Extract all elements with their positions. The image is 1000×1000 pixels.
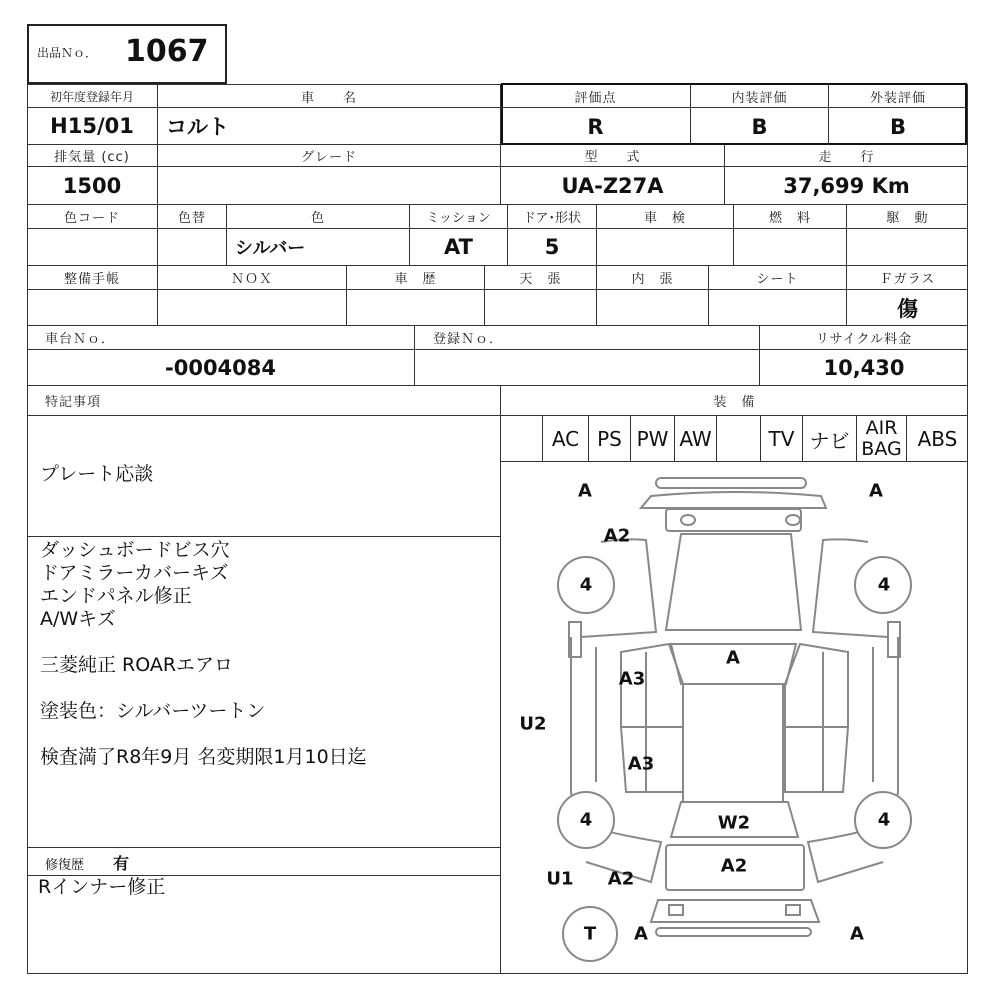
- color-change-header: 色替: [158, 205, 227, 229]
- color-code-value: [27, 229, 158, 266]
- equipment-navi: ナビ: [803, 416, 857, 462]
- recycle-header: リサイクル料金: [760, 326, 968, 350]
- damage-trunk: A2: [720, 855, 748, 877]
- interior-score-value: B: [691, 108, 829, 145]
- manual-value: [27, 290, 158, 326]
- remark-shaken: 検査満了R8年9月 名変期限1月10日迄: [40, 746, 367, 768]
- registration-header: 登録Ｎｏ．: [415, 326, 760, 350]
- interior-trim-header: 内 張: [597, 266, 709, 290]
- damage-tire-fr: 4: [877, 574, 891, 596]
- recycle-value: 10,430: [760, 350, 968, 386]
- interior-trim-value: [597, 290, 709, 326]
- hood: [666, 534, 801, 630]
- color-code-header: 色コード: [27, 205, 158, 229]
- damage-hood-front: A2: [603, 525, 631, 547]
- exterior-score-value: B: [889, 114, 906, 139]
- roof-value: [485, 290, 597, 326]
- remark-line-3: エンドパネル修正: [40, 585, 192, 607]
- remarks-divider: [27, 536, 501, 537]
- chassis-value: -0004084: [27, 350, 415, 386]
- damage-left-rear: U1: [546, 868, 574, 890]
- remark-plate: プレート応談: [40, 463, 154, 485]
- door-value: 5: [508, 229, 597, 266]
- color-change-value: [158, 229, 227, 266]
- lot-label: 出品Ｎｏ．: [37, 46, 98, 60]
- equipment-header: 装 備: [501, 386, 968, 416]
- equipment-abs: ABS: [917, 427, 958, 451]
- model-value: UA-Z27A: [501, 167, 725, 205]
- repair-label: 修復歴: [45, 858, 85, 873]
- mission-value: AT: [410, 229, 508, 266]
- repair-detail: Rインナー修正: [38, 876, 166, 898]
- damage-tire-rl: 4: [579, 809, 593, 831]
- mileage-header: 走 行: [725, 145, 968, 167]
- equipment-blank: [501, 416, 543, 462]
- damage-front-left-corner: A: [578, 480, 592, 502]
- grade-header: グレード: [158, 145, 501, 167]
- equipment-pw: PW: [631, 416, 675, 462]
- roof-header: 天 張: [485, 266, 597, 290]
- registration-value: [415, 350, 760, 386]
- damage-rear-left-corner: A: [634, 923, 648, 945]
- rear-bumper-outline: [656, 928, 811, 936]
- damage-roof-front: A: [726, 647, 740, 669]
- model-header: 型 式: [501, 145, 725, 167]
- car-diagram: [501, 462, 968, 974]
- inspection-value: [597, 229, 734, 266]
- front-grille: [666, 509, 801, 531]
- mission-header: ミッション: [410, 205, 508, 229]
- repair-header-row: [27, 848, 501, 876]
- door-header: ドア･形状: [508, 205, 597, 229]
- rear-lamp-left: [669, 905, 683, 915]
- fuel-value: [734, 229, 847, 266]
- front-emblem-2: [786, 515, 800, 525]
- grade-value: [158, 167, 501, 205]
- rear-lamp-right: [786, 905, 800, 915]
- front-bumper-outline: [656, 478, 806, 488]
- seat-value: [709, 290, 847, 326]
- equipment-blank-2: [717, 416, 761, 462]
- damage-front-right-corner: A: [869, 480, 883, 502]
- remark-paint: 塗装色：シルバーツートン: [40, 700, 266, 722]
- color-header: 色: [227, 205, 410, 229]
- front-bumper: [641, 492, 826, 508]
- damage-left-front-door: A3: [618, 668, 646, 690]
- damage-left-rear-door: A3: [627, 753, 655, 775]
- equipment-airbag-line1: AIR: [865, 417, 898, 439]
- equipment-tv: TV: [761, 416, 803, 462]
- front-emblem: [681, 515, 695, 525]
- damage-rear-glass: W2: [717, 812, 751, 834]
- score-value: R: [501, 108, 691, 145]
- damage-rear-quarter: A2: [607, 868, 635, 890]
- damage-tire-spare: T: [583, 923, 597, 945]
- remark-line-1: ダッシュボードビス穴: [40, 539, 230, 561]
- lot-number: 1067: [125, 34, 209, 69]
- damage-left-side: U2: [519, 713, 547, 735]
- score-header: 評価点: [501, 85, 691, 108]
- roof: [683, 684, 783, 802]
- history-value: [347, 290, 485, 326]
- car-name-header: 車 名: [158, 85, 501, 108]
- history-header: 車 歴: [347, 266, 485, 290]
- inspection-header: 車 検: [597, 205, 734, 229]
- remark-aero: 三菱純正 ROARエアロ: [40, 654, 234, 676]
- remark-line-2: ドアミラーカバーキズ: [40, 562, 229, 584]
- equipment-airbag-line2: BAG: [861, 438, 902, 460]
- chassis-header: 車台Ｎｏ．: [27, 326, 415, 350]
- displacement-value: 1500: [27, 167, 158, 205]
- seat-header: シート: [709, 266, 847, 290]
- reg-date-value: H15/01: [27, 108, 158, 145]
- remarks-header: 特記事項: [27, 386, 501, 416]
- damage-tire-fl: 4: [579, 574, 593, 596]
- drive-value: [847, 229, 968, 266]
- displacement-header: 排気量 (cc): [27, 145, 158, 167]
- manual-header: 整備手帳: [27, 266, 158, 290]
- equipment-airbag: [857, 416, 907, 462]
- equipment-ac: AC: [543, 416, 589, 462]
- damage-tire-rr: 4: [877, 809, 891, 831]
- right-rear-door: [785, 727, 848, 792]
- lot-box: [27, 24, 227, 84]
- reg-date-header: 初年度登録年月: [27, 85, 158, 108]
- glass-header: Ｆガラス: [847, 266, 968, 290]
- damage-rear-right-corner: A: [850, 923, 864, 945]
- mileage-value: 37,699 Km: [725, 167, 968, 205]
- repair-flag: 有: [113, 854, 130, 873]
- glass-value: 傷: [847, 290, 968, 326]
- color-value: シルバー: [227, 229, 410, 266]
- nox-header: ＮＯＸ: [158, 266, 347, 290]
- nox-value: [158, 290, 347, 326]
- drive-header: 駆 動: [847, 205, 968, 229]
- interior-score-header: 内装評価: [691, 85, 829, 108]
- fuel-header: 燃 料: [734, 205, 847, 229]
- equipment-aw: AW: [675, 416, 717, 462]
- exterior-score-header: 外装評価: [829, 85, 967, 108]
- car-name-value: コルト: [158, 108, 501, 145]
- remark-line-4: A/Wキズ: [40, 608, 116, 630]
- equipment-ps: PS: [589, 416, 631, 462]
- right-front-door: [785, 644, 848, 727]
- rear-bumper: [651, 900, 819, 922]
